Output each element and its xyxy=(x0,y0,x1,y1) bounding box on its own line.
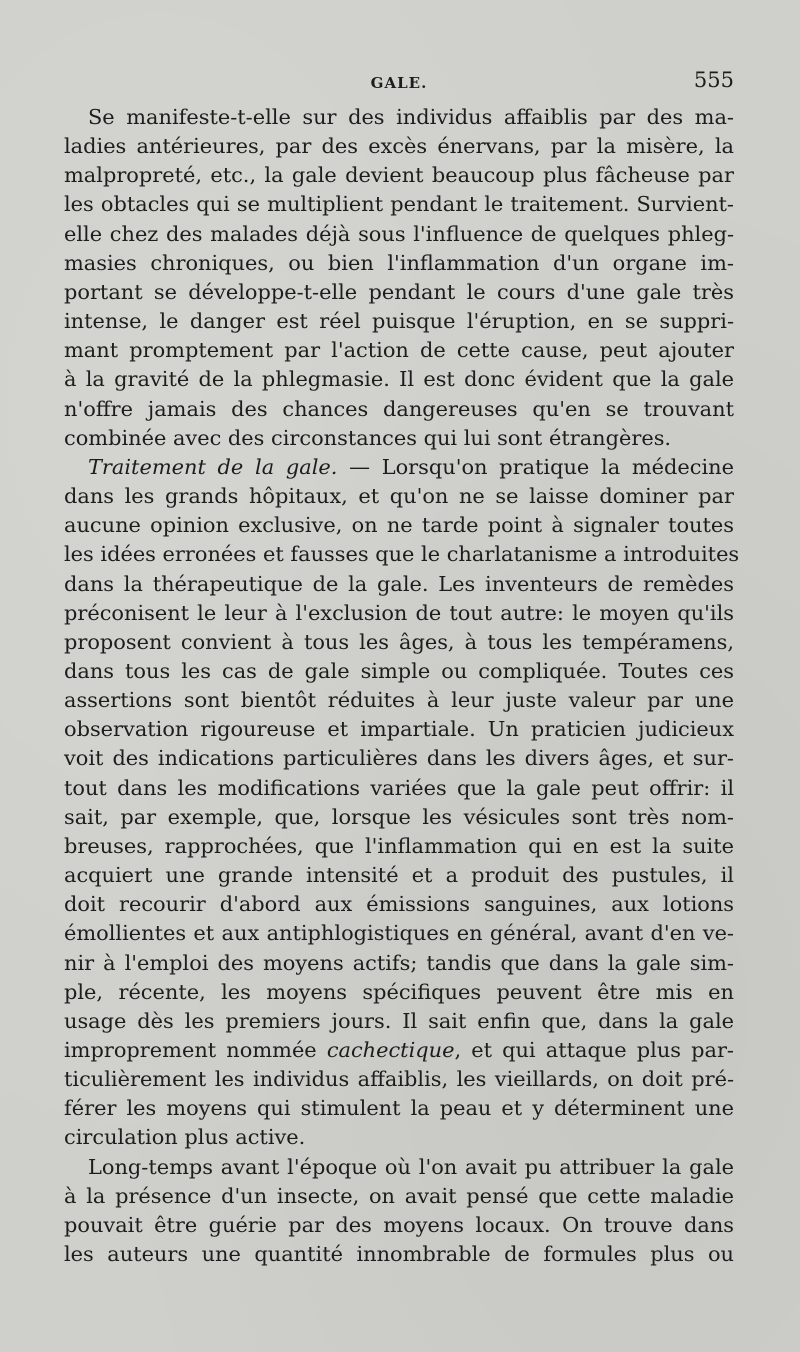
text-line: ladies antérieures, par des excès énervans, par la misère, la xyxy=(64,134,734,159)
text-line: portant se développe-t-elle pendant le cours d'une gale très xyxy=(64,279,734,304)
text-line: férer les moyens qui stimulent la peau et y déterminent une xyxy=(64,1096,734,1121)
text-line: usage dès les premiers jours. Il sait enfin que, dans la gale xyxy=(64,1008,734,1033)
page-header xyxy=(64,68,734,98)
text-line: ple, récente, les moyens spécifiques peuvent être mis en xyxy=(64,979,734,1004)
body-text xyxy=(64,103,740,1269)
text-line: les auteurs une quantité innombrable de formules plus ou xyxy=(64,1242,734,1267)
text-line: dans les grands hôpitaux, et qu'on ne se laisse dominer par xyxy=(64,484,734,509)
text-fragment: — Lorsqu'on pratique la médecine xyxy=(337,454,734,479)
text-line: dans tous les cas de gale simple ou compliquée. Toutes ces xyxy=(64,658,734,683)
text-line: sait, par exemple, que, lorsque les vésicules sont très nom- xyxy=(64,804,734,829)
text-line: les obtacles qui se multiplient pendant le traitement. Survient- xyxy=(64,192,734,217)
text-line xyxy=(64,1036,734,1065)
text-line: préconisent le leur à l'exclusion de tout autre: le moyen qu'ils xyxy=(64,600,734,625)
text-line: mant promptement par l'action de cette cause, peut ajouter xyxy=(64,338,734,363)
text-line: elle chez des malades déjà sous l'influence de quelques phleg- xyxy=(64,221,734,246)
italic-term: cachectique xyxy=(326,1038,455,1062)
text-line: combinée avec des circonstances qui lui sont étrangères. xyxy=(64,425,672,450)
paragraph-2 xyxy=(64,453,740,1153)
text-line xyxy=(64,453,734,482)
text-line: Se manifeste-t-elle sur des individus affaiblis par des ma- xyxy=(88,105,734,129)
text-line: assertions sont bientôt réduites à leur juste valeur par une xyxy=(64,688,734,713)
page-number: 555 xyxy=(693,68,734,92)
text-line: Long-temps avant l'époque où l'on avait pu attribuer la gale xyxy=(88,1154,734,1179)
text-line: à la présence d'un insecte, on avait pensé que cette maladie xyxy=(64,1183,734,1208)
text-line: malpropreté, etc., la gale devient beaucoup plus fâcheuse par xyxy=(64,163,734,188)
text-line: les idées erronées et fausses que le charlatanisme a introduites xyxy=(64,542,740,567)
paragraph-1 xyxy=(64,103,734,453)
paragraph-3 xyxy=(64,1153,734,1270)
text-line: breuses, rapprochées, que l'inflammation qui en est la suite xyxy=(64,833,734,858)
text-line: pouvait être guérie par des moyens locaux. On trouve dans xyxy=(64,1212,734,1237)
text-line: observation rigoureuse et impartiale. Un praticien judicieux xyxy=(64,717,734,742)
text-fragment: , et qui attaque plus par- xyxy=(454,1038,734,1062)
text-line: émollientes et aux antiphlogistiques en général, avant d'en ve- xyxy=(64,921,734,946)
text-line: circulation plus active. xyxy=(64,1125,306,1150)
text-line: tout dans les modifications variées que la gale peut offrir: il xyxy=(64,775,734,800)
text-line: dans la thérapeutique de la gale. Les inventeurs de remèdes xyxy=(64,571,734,596)
text-line: doit recourir d'abord aux émissions sanguines, aux lotions xyxy=(64,892,734,917)
text-line: à la gravité de la phlegmasie. Il est donc évident que la gale xyxy=(64,367,734,392)
text-line: ticulièrement les individus affaiblis, les vieillards, on doit pré- xyxy=(64,1067,734,1092)
text-line: n'offre jamais des chances dangereuses qu'en se trouvant xyxy=(64,396,734,421)
text-line: acquiert une grande intensité et a produit des pustules, il xyxy=(64,863,734,888)
running-head: GALE. xyxy=(370,74,428,92)
text-line: nir à l'emploi des moyens actifs; tandis que dans la gale sim- xyxy=(64,950,734,975)
section-heading: Traitement de la gale. xyxy=(88,454,338,479)
text-line: aucune opinion exclusive, on ne tarde point à signaler toutes xyxy=(64,513,734,538)
text-line: voit des indications particulières dans les divers âges, et sur- xyxy=(64,746,734,771)
text-line: intense, le danger est réel puisque l'éruption, en se suppri- xyxy=(64,309,734,334)
text-fragment: improprement nommée xyxy=(64,1038,327,1062)
text-line: masies chroniques, ou bien l'inflammation d'un organe im- xyxy=(64,250,734,275)
text-line: proposent convient à tous les âges, à tous les tempéramens, xyxy=(64,629,734,654)
